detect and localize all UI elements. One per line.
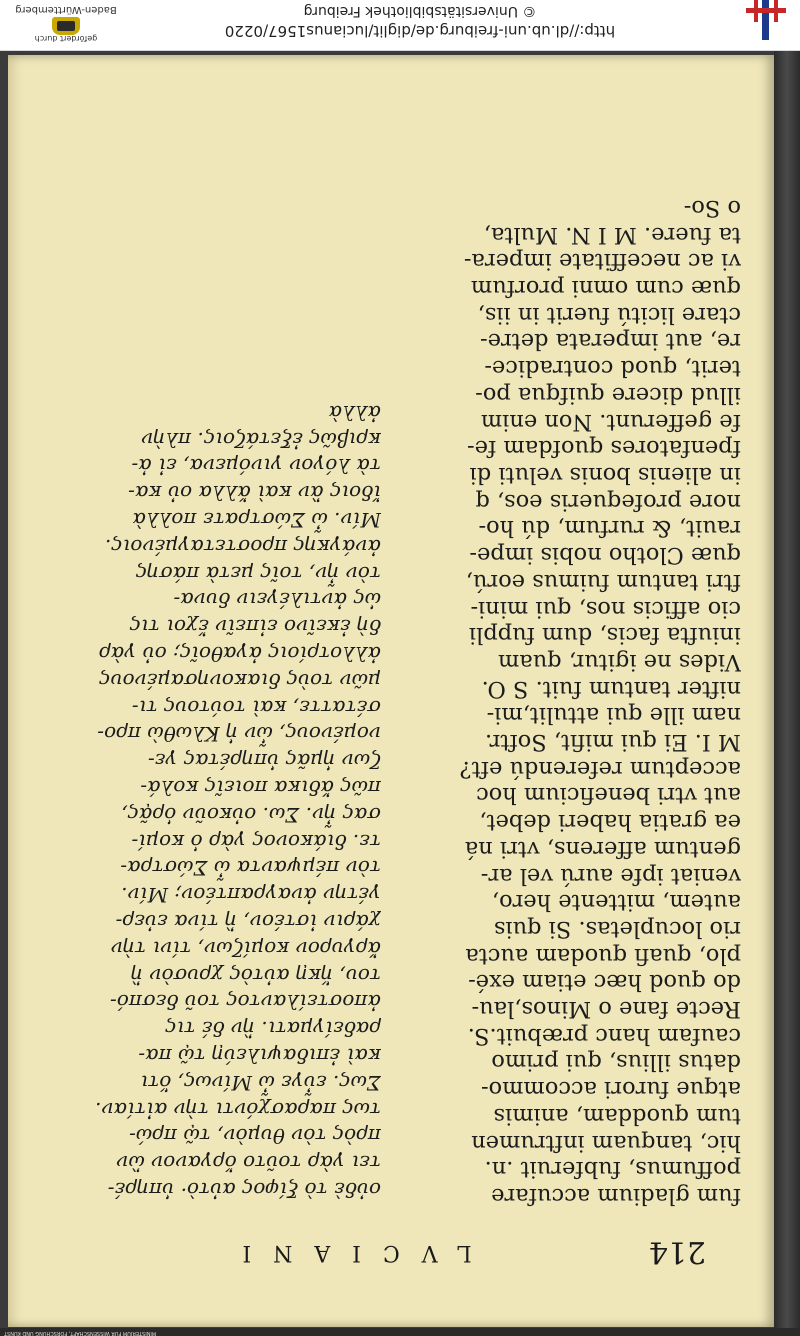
latin-text-line: o So- xyxy=(683,194,741,221)
greek-text-line: γέτην ἀναγραπτέον; Μίν. xyxy=(121,883,381,908)
banner-credit: © Universitätsbibliothek Freiburg xyxy=(303,3,537,19)
latin-text-line: iniufta facis, dum fuppli xyxy=(468,622,741,649)
greek-text-line: ὡς ἀντιλέγειν δυνα- xyxy=(173,588,381,613)
greek-text-line: πῶς ἄδικα ποιεῖς κολά- xyxy=(140,776,381,801)
latin-text-line: in alienis bonis veluti di xyxy=(469,462,741,489)
greek-text-line: οὐδὲ τὸ ξίφος αὐτὸ· ὑπηρέ- xyxy=(107,1178,381,1202)
footer-strip xyxy=(0,1328,800,1336)
funder-logo-bottom-text: gefördert durch xyxy=(34,34,98,43)
latin-text-line: vi ac neceffitate impera- xyxy=(463,248,741,275)
latin-text-line: quæ cum omni prorfum xyxy=(470,275,741,302)
greek-text-line: ραδείγματι. ἢν δέ τις xyxy=(165,1017,381,1042)
banner-url[interactable]: http://dl.ub.uni-freiburg.de/diglit/lucianus1567/0220 xyxy=(224,22,616,40)
latin-text-line: nifter tantum fuit. S O. xyxy=(481,675,741,702)
greek-text-line: τὰ λόγον γινόμενα, εἰ ἀ- xyxy=(131,454,381,479)
latin-text-line: fum gladium accufare xyxy=(491,1183,741,1209)
running-head: LVCIANI xyxy=(220,1240,472,1265)
latin-text-line: fe gefferunt. Non enim xyxy=(480,408,741,435)
greek-text-line: τε. διάκονος γὰρ ὁ κομί- xyxy=(131,829,381,854)
latin-text-line: tum quoddam, animis xyxy=(493,1102,741,1129)
page-content-rotated xyxy=(8,55,776,1327)
book-fore-edge xyxy=(774,51,800,1336)
latin-text-line: fpenfatores quofdam fe- xyxy=(467,435,741,462)
greek-text-line: Σως. εὖγε ὦ Μίνως, ὅτι xyxy=(140,1070,381,1095)
coat-of-arms-icon xyxy=(52,17,80,35)
latin-text-line: Vides ne igitur, quam xyxy=(498,648,741,675)
latin-text-line: Recte fane o Minos,lau- xyxy=(471,996,741,1023)
greek-text-line: καὶ ἐπιδαψιλεύῃ τῷ πα- xyxy=(138,1044,381,1069)
greek-text-line: του, ἥκῃ αὐτὸς χρυσὸν ἢ xyxy=(131,963,381,988)
funder-logo-top-text: Baden-Württemberg xyxy=(15,4,117,15)
latin-text-line: nore profequeris eos, q xyxy=(475,488,741,515)
latin-text-line: veniat ipfe aurú vel ar- xyxy=(480,862,741,889)
greek-text-line: ἀνάγκης προστεταγμένοις. xyxy=(104,534,381,559)
greek-text-line: ζων ἡμᾶς ὑπηρέτας γε- xyxy=(147,749,381,774)
latin-text-line: nam ille qui attulit,mi- xyxy=(486,702,741,729)
greek-text-line: πρὸς τὸν θυμὸν, τῷ πρώ- xyxy=(129,1124,381,1149)
ub-freiburg-logo-icon xyxy=(746,0,786,48)
greek-text-line: μῶν τοὺς διακονησαμένους xyxy=(99,668,381,693)
greek-text-line: δὴ ἐκεῖνο εἰπεῖν ἔχοι τις xyxy=(129,615,381,640)
latin-text-line: caufam hanc præbuit.S. xyxy=(467,1022,741,1049)
footer-strip-text: MINISTERIUM FÜR WISSENSCHAFT, FORSCHUNG UND KUNST xyxy=(4,1330,157,1336)
greek-text-line: τὸν πέμψαντα ὦ Σώστρα- xyxy=(120,856,381,881)
latin-text-line: atque furori accommo- xyxy=(480,1076,741,1103)
greek-text-line: ἀλλὰ xyxy=(328,400,381,425)
latin-text-line: ea gratia haberi debet, xyxy=(479,809,741,836)
latin-text-line: autem, mittente hero, xyxy=(491,889,741,916)
scanned-page-area xyxy=(0,51,800,1336)
greek-text-line: χάριν ἰστέον, ἢ τίνα εὐερ- xyxy=(115,910,381,935)
greek-text-line: τὸν ἦν, τοῖς μετὰ πάσης xyxy=(135,561,381,586)
latin-text-line: aut vtri beneficium hoc xyxy=(476,782,741,809)
latin-text-line: terit, quod contradice- xyxy=(484,355,741,382)
greek-column xyxy=(41,399,381,1203)
latin-text-line: re, aut imperata detre- xyxy=(480,328,741,355)
greek-text-line: ἴδοις ἂν καὶ ἄλλα οὐ κα- xyxy=(128,481,381,506)
latin-column xyxy=(411,194,741,1209)
greek-text-line: νομένους, ὧν ἡ Κλωθὼ προ- xyxy=(97,722,381,747)
funder-logo xyxy=(14,4,118,46)
greek-text-line: σέταττε, καὶ τούτους τι- xyxy=(131,695,381,720)
book-page xyxy=(8,55,776,1327)
greek-text-line: σας ἦν. Σω. οὐκοῦν ὁρᾷς, xyxy=(121,802,381,827)
latin-text-line: ftri tantum fuimus eorú, xyxy=(465,568,741,595)
greek-text-line: Μίν. ὦ Σώστρατε πολλὰ xyxy=(132,508,381,533)
latin-text-line: hic, tanquam inftrumen xyxy=(471,1129,741,1156)
latin-text-line: do quod hæc etiam exé- xyxy=(468,969,741,996)
latin-text-line: rauit, & rurfum, dú ho- xyxy=(478,515,741,542)
latin-text-line: rio locupletas. Si quis xyxy=(493,915,741,942)
greek-text-line: ἄργυρον κομίζων, τίνι τὴν xyxy=(110,936,381,961)
greek-text-line: τως παρασχόντι τὴν αἰτίαν. xyxy=(95,1097,381,1122)
latin-text-line: plo, quafi quodam aucta xyxy=(465,942,741,969)
page-header xyxy=(76,1229,716,1269)
latin-text-line: cio afficis nos, qui mini- xyxy=(470,595,741,622)
latin-text-line: acceptum referendú eft? xyxy=(459,755,741,782)
greek-text-line: κριβῶς ἐξετάζοις. πλὴν xyxy=(141,427,381,452)
greek-text-line: τει γὰρ τοῦτο ὄργανον ὢν xyxy=(116,1151,381,1176)
greek-text-line: ἀλλοτρίοις ἀγαθοῖς; οὐ γὰρ xyxy=(99,642,381,667)
greek-text-line: ἀποστείλαντος τοῦ δεσπό- xyxy=(110,990,381,1015)
viewer-banner xyxy=(0,0,800,51)
latin-text-line: ctare licitú fuerit in iis, xyxy=(477,301,741,328)
latin-text-line: illud dicere quifqua po- xyxy=(475,381,741,408)
page-number: 214 xyxy=(648,1234,706,1269)
latin-text-line: gentum afferens, vtri ná xyxy=(464,835,741,862)
latin-text-line: datus illius, qui primo xyxy=(491,1049,741,1076)
latin-text-line: quæ Clotho nobis impe- xyxy=(469,542,741,569)
latin-text-line: M I. Ei qui mifit, Softr. xyxy=(484,729,741,756)
latin-text-line: poffumus, fubferuit .n. xyxy=(484,1156,741,1183)
latin-text-line: ta fuere. M I N. Multa, xyxy=(483,221,741,248)
